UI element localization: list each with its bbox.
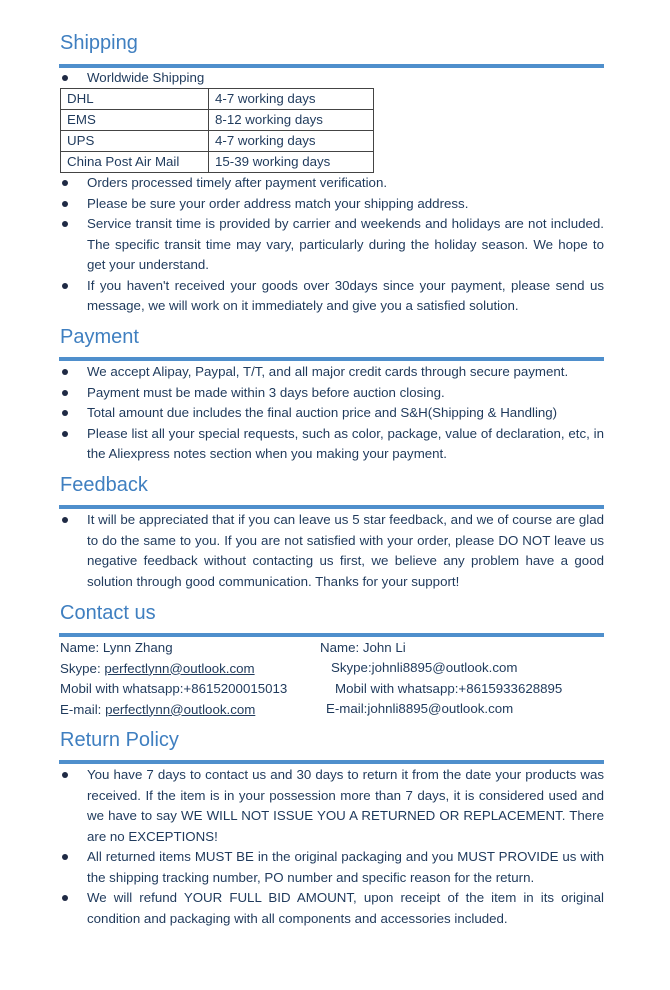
contact-mobile: Mobil with whatsapp:+8615200015013 bbox=[60, 681, 288, 696]
list-item-text: All returned items MUST BE in the original packaging and you MUST PROVIDE us with the shipping tracking number, PO number and specific reason for the return. bbox=[87, 849, 604, 885]
shipping-intro-list bbox=[59, 68, 604, 89]
contact-right-email: E-mail:johnli8895@outlook.com bbox=[326, 701, 514, 716]
list-item bbox=[59, 194, 604, 215]
bullet-icon bbox=[62, 75, 68, 81]
contact-title: Contact us bbox=[60, 602, 156, 624]
list-item-text: Total amount due includes the final auction price and S&H(Shipping & Handling) bbox=[87, 405, 558, 420]
section-divider bbox=[59, 760, 604, 764]
contact-name: Name: Lynn Zhang bbox=[60, 640, 173, 655]
list-item-text: If you haven't received your goods over 30days since your payment, please send us message, we will work on it immediately and give you a satisfied solution. bbox=[87, 277, 604, 313]
email-link[interactable]: perfectlynn@outlook.com bbox=[105, 701, 256, 717]
table-row bbox=[61, 110, 374, 131]
feedback-title: Feedback bbox=[60, 474, 148, 496]
section-divider bbox=[59, 357, 604, 361]
shipping-table bbox=[60, 88, 374, 173]
list-item bbox=[59, 424, 604, 465]
table-row bbox=[61, 131, 374, 152]
list-item bbox=[59, 68, 604, 89]
bullet-icon bbox=[62, 895, 68, 901]
carrier-cell: UPS bbox=[61, 131, 209, 152]
list-item bbox=[59, 173, 604, 194]
skype-label: Skype: bbox=[60, 660, 105, 676]
time-cell: 15-39 working days bbox=[209, 152, 374, 173]
email-label: E-mail: bbox=[60, 701, 106, 717]
time-cell: 4-7 working days bbox=[209, 131, 374, 152]
bullet-icon bbox=[62, 517, 68, 523]
carrier-cell: China Post Air Mail bbox=[61, 152, 209, 173]
return-policy-list bbox=[59, 765, 604, 929]
time-cell: 4-7 working days bbox=[209, 89, 374, 110]
contact-right-name: Name: John Li bbox=[320, 640, 406, 655]
table-row bbox=[61, 89, 374, 110]
carrier-cell: EMS bbox=[61, 110, 209, 131]
list-item-text: We accept Alipay, Paypal, T/T, and all major credit cards through secure payment. bbox=[87, 364, 569, 379]
table-row bbox=[61, 152, 374, 173]
return-policy-title: Return Policy bbox=[60, 729, 179, 751]
bullet-icon bbox=[62, 180, 68, 186]
contact-right-mobile: Mobil with whatsapp:+8615933628895 bbox=[335, 681, 563, 696]
list-item bbox=[59, 362, 604, 383]
payment-list bbox=[59, 362, 604, 465]
list-item bbox=[59, 888, 604, 929]
list-item-text: Please list all your special requests, such as color, package, value of declaration, etc, in the Aliexpress notes section when you making your payment. bbox=[87, 425, 604, 461]
list-item-text: We will refund YOUR FULL BID AMOUNT, upon receipt of the item in its original condition and packaging with all components and accessories included. bbox=[87, 890, 604, 926]
list-item bbox=[59, 847, 604, 888]
list-item bbox=[59, 383, 604, 404]
bullet-icon bbox=[62, 772, 68, 778]
list-item bbox=[59, 403, 604, 424]
carrier-cell: DHL bbox=[61, 89, 209, 110]
list-item-text: Service transit time is provided by carrier and weekends and holidays are not included. The specific transit time may vary, particularly during the holiday season. We hope to get your understand. bbox=[87, 216, 604, 272]
feedback-list bbox=[59, 510, 604, 592]
list-item-text: It will be appreciated that if you can leave us 5 star feedback, and we of course are glad to do the same to you. If you are not satisfied with your order, please DO NOT leave us negative feedback without contacting us first, we believe any problem have a good solution through good communication. Thanks for your support! bbox=[87, 512, 604, 589]
shipping-list bbox=[59, 173, 604, 317]
time-cell: 8-12 working days bbox=[209, 110, 374, 131]
contact-skype bbox=[60, 659, 287, 680]
contact-left bbox=[60, 638, 287, 720]
list-item bbox=[59, 510, 604, 592]
contact-email bbox=[60, 700, 287, 721]
section-divider bbox=[59, 505, 604, 509]
bullet-icon bbox=[62, 283, 68, 289]
list-item bbox=[59, 214, 604, 276]
list-item-text: Orders processed timely after payment verification. bbox=[87, 175, 388, 190]
shipping-title: Shipping bbox=[60, 32, 138, 54]
list-item-text: You have 7 days to contact us and 30 days to return it from the date your products was received. If the item is in your possession more than 7 days, it is considered used and we have to say WE WILL NOT ISSUE YOU A RETURNED OR REPLACEMENT. There are no EXCEPTIONS! bbox=[87, 767, 604, 844]
list-item bbox=[59, 765, 604, 847]
payment-title: Payment bbox=[60, 326, 139, 348]
bullet-icon bbox=[62, 854, 68, 860]
bullet-icon bbox=[62, 410, 68, 416]
bullet-icon bbox=[62, 201, 68, 207]
section-divider bbox=[59, 633, 604, 637]
skype-link[interactable]: perfectlynn@outlook.com bbox=[104, 660, 255, 676]
bullet-icon bbox=[62, 221, 68, 227]
bullet-icon bbox=[62, 431, 68, 437]
list-item-text: Worldwide Shipping bbox=[87, 70, 205, 85]
bullet-icon bbox=[62, 369, 68, 375]
list-item bbox=[59, 276, 604, 317]
list-item-text: Please be sure your order address match your shipping address. bbox=[87, 195, 469, 211]
list-item-text: Payment must be made within 3 days before auction closing. bbox=[87, 384, 445, 400]
contact-right-skype: Skype:johnli8895@outlook.com bbox=[331, 660, 518, 675]
bullet-icon bbox=[62, 390, 68, 396]
